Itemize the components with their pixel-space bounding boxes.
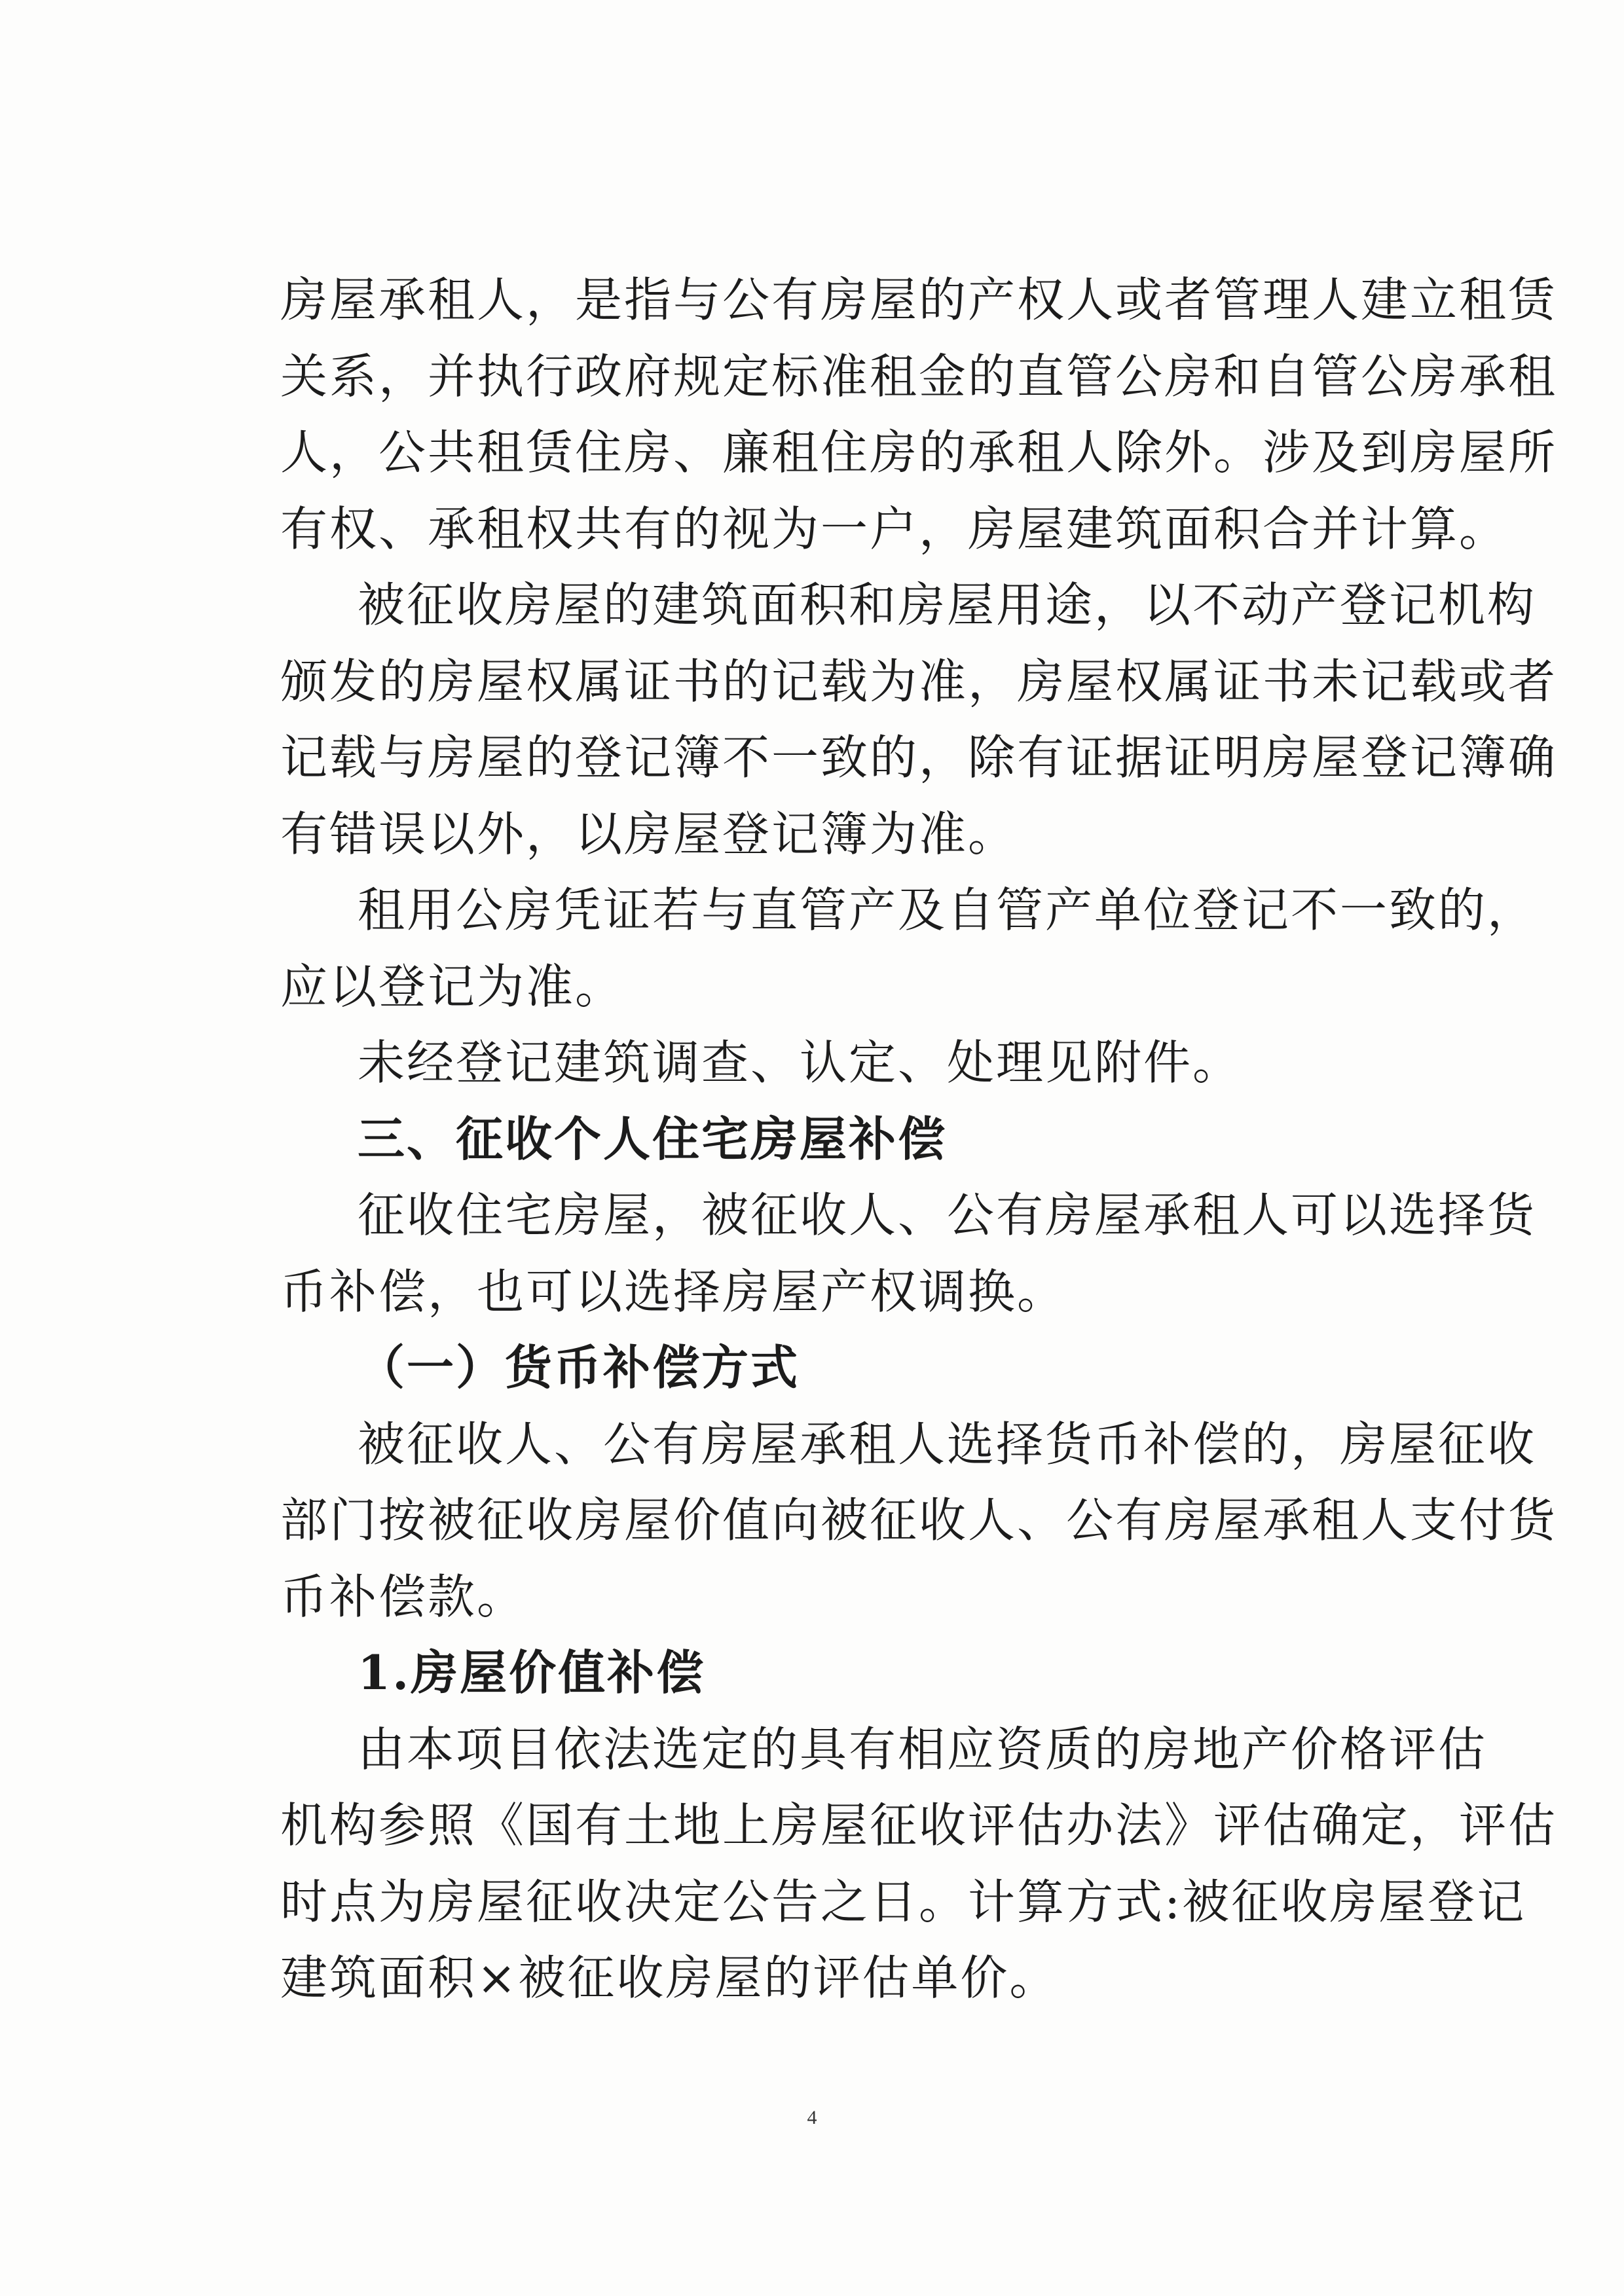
section-heading: （一）货币补偿方式 (358, 1339, 800, 1395)
section-heading: 1.房屋价值补偿 (358, 1645, 706, 1700)
text-line: 币补偿，也可以选择房屋产权调换。 (280, 1264, 1067, 1319)
text-line: 颁发的房屋权属证书的记载为准，房屋权属证书未记载或者 (280, 653, 1558, 709)
text-line: 记载与房屋的登记簿不一致的，除有证据证明房屋登记簿确 (280, 730, 1558, 785)
text-line: 租用公房凭证若与直管产及自管产单位登记不一致的， (358, 883, 1537, 938)
text-line: 被征收房屋的建筑面积和房屋用途，以不动产登记机构 (358, 577, 1537, 632)
text-line: 征收住宅房屋，被征收人、公有房屋承租人可以选择货 (358, 1188, 1537, 1243)
section-heading: 三、征收个人住宅房屋补偿 (358, 1110, 948, 1167)
text-line: 部门按被征收房屋价值向被征收人、公有房屋承租人支付货 (280, 1493, 1558, 1548)
text-line: 有错误以外，以房屋登记簿为准。 (280, 806, 1018, 862)
text-line: 币补偿款。 (280, 1569, 526, 1624)
text-line: 未经登记建筑调查、认定、处理见附件。 (358, 1035, 1242, 1090)
text-line: 由本项目依法选定的具有相应资质的房地产价格评估 (358, 1721, 1488, 1777)
text-line: 被征收人、公有房屋承租人选择货币补偿的，房屋征收 (358, 1416, 1537, 1472)
text-line: 机构参照《国有土地上房屋征收评估办法》评估确定，评估 (280, 1798, 1558, 1853)
text-line: 建筑面积×被征收房屋的评估单价。 (280, 1950, 1059, 2005)
text-line: 关系，并执行政府规定标准租金的直管公房和自管公房承租 (280, 348, 1558, 404)
text-line: 有权、承租权共有的视为一户，房屋建筑面积合并计算。 (280, 501, 1509, 556)
text-line: 人，公共租赁住房、廉租住房的承租人除外。涉及到房屋所 (280, 425, 1558, 480)
document-body (280, 262, 1558, 2016)
text-line: 应以登记为准。 (280, 958, 625, 1014)
text-line: 房屋承租人，是指与公有房屋的产权人或者管理人建立租赁 (280, 272, 1558, 327)
page-number: 4 (807, 2107, 817, 2128)
text-line: 时点为房屋征收决定公告之日。计算方式:被征收房屋登记 (280, 1874, 1526, 1929)
